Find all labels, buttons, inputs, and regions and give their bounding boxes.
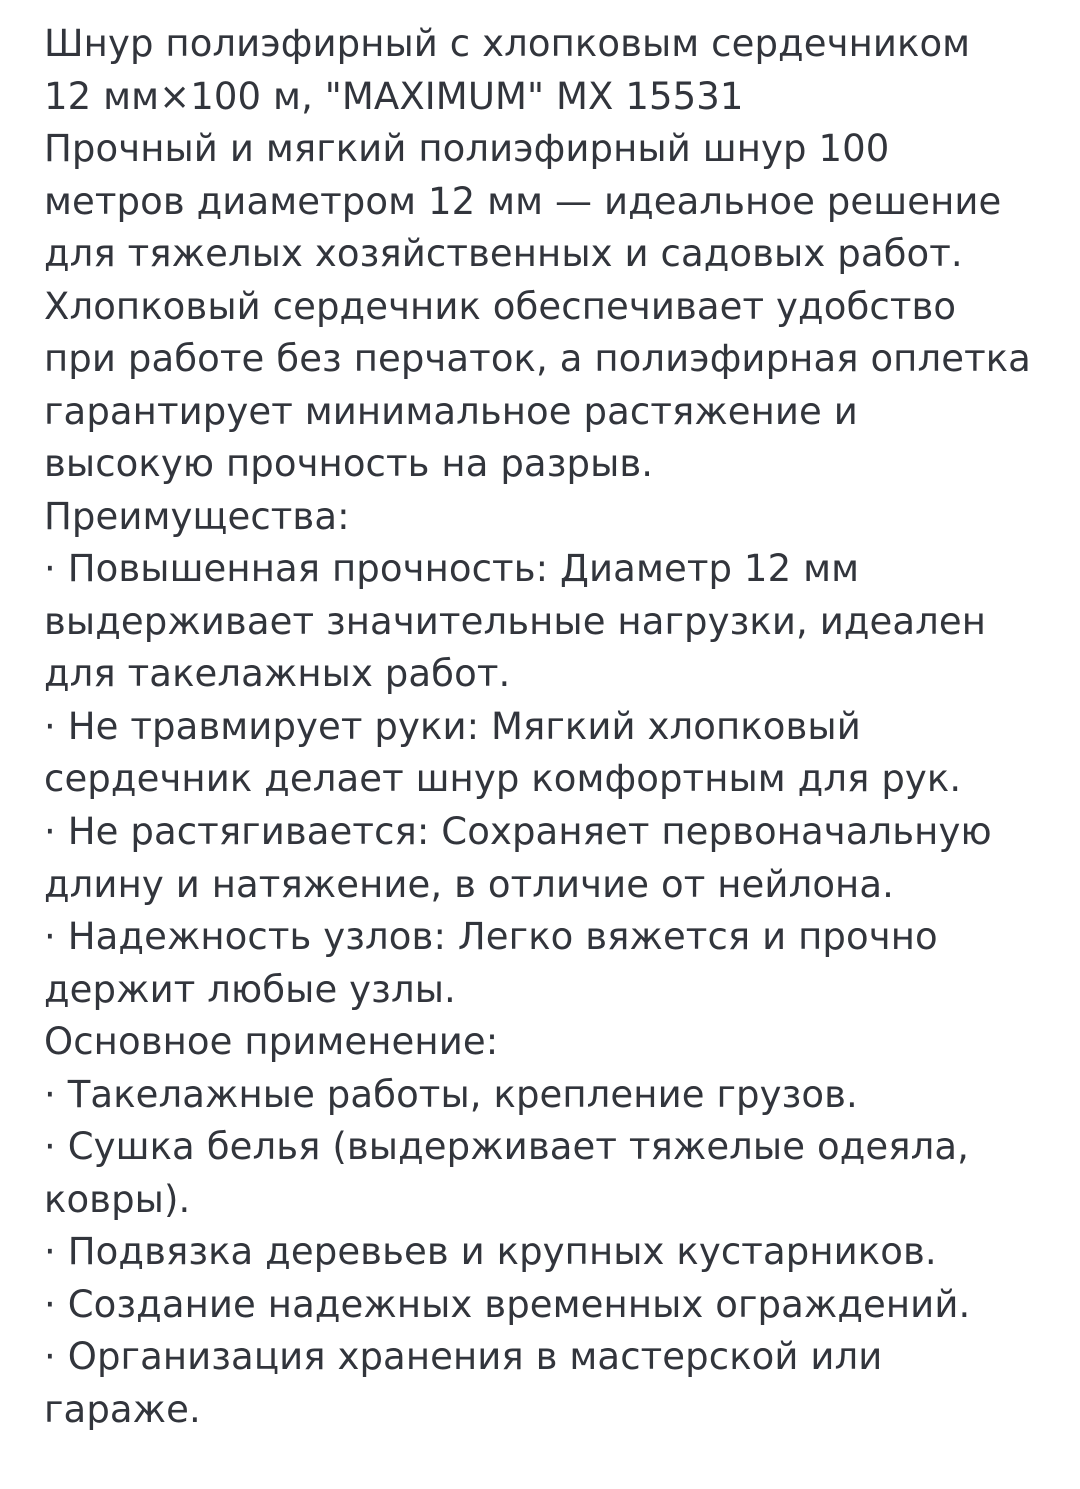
intro-line: метров диаметром 12 мм — идеальное решение — [44, 179, 1002, 223]
advantage-line: держит любые узлы. — [44, 967, 456, 1011]
advantage-line: · Надежность узлов: Легко вяжется и прочно — [44, 915, 938, 959]
intro-paragraph — [44, 123, 1036, 491]
usage-line: · Такелажные работы, крепление грузов. — [44, 1072, 858, 1116]
usage-section — [44, 1016, 1036, 1436]
title-line: Шнур полиэфирный с хлопковым сердечником — [44, 22, 971, 65]
intro-line: при работе без перчаток, а полиэфирная оплетка — [44, 337, 1031, 381]
usage-heading: Основное применение: — [44, 1020, 499, 1064]
advantage-line: · Повышенная прочность: Диаметр 12 мм — [44, 547, 860, 591]
advantage-line: выдерживает значительные нагрузки, идеален — [44, 599, 987, 643]
intro-line: Хлопковый сердечник обеспечивает удобство — [44, 284, 957, 328]
usage-line: · Организация хранения в мастерской или — [44, 1335, 883, 1379]
intro-line: для тяжелых хозяйственных и садовых работ. — [44, 232, 963, 276]
usage-line: гараже. — [44, 1387, 201, 1431]
advantage-line: для такелажных работ. — [44, 652, 511, 696]
advantage-line: длину и натяжение, в отличие от нейлона. — [44, 862, 894, 906]
advantage-line: · Не травмирует руки: Мягкий хлопковый — [44, 704, 861, 748]
usage-line: ковры). — [44, 1177, 191, 1221]
advantage-line: сердечник делает шнур комфортным для рук. — [44, 757, 962, 801]
intro-line: гарантирует минимальное растяжение и — [44, 389, 858, 433]
intro-line: высокую прочность на разрыв. — [44, 442, 654, 486]
product-title — [44, 18, 1036, 123]
advantage-line: · Не растягивается: Сохраняет первоначальную — [44, 809, 992, 853]
advantages-heading: Преимущества: — [44, 494, 350, 538]
usage-line: · Подвязка деревьев и крупных кустарников. — [44, 1230, 937, 1274]
usage-line: · Создание надежных временных ограждений. — [44, 1282, 971, 1326]
title-line: 12 мм×100 м, "MAXIMUM" MX 15531 — [44, 74, 744, 118]
usage-line: · Сушка белья (выдерживает тяжелые одеяла, — [44, 1125, 969, 1169]
intro-line: Прочный и мягкий полиэфирный шнур 100 — [44, 127, 890, 171]
advantages-section — [44, 491, 1036, 1016]
